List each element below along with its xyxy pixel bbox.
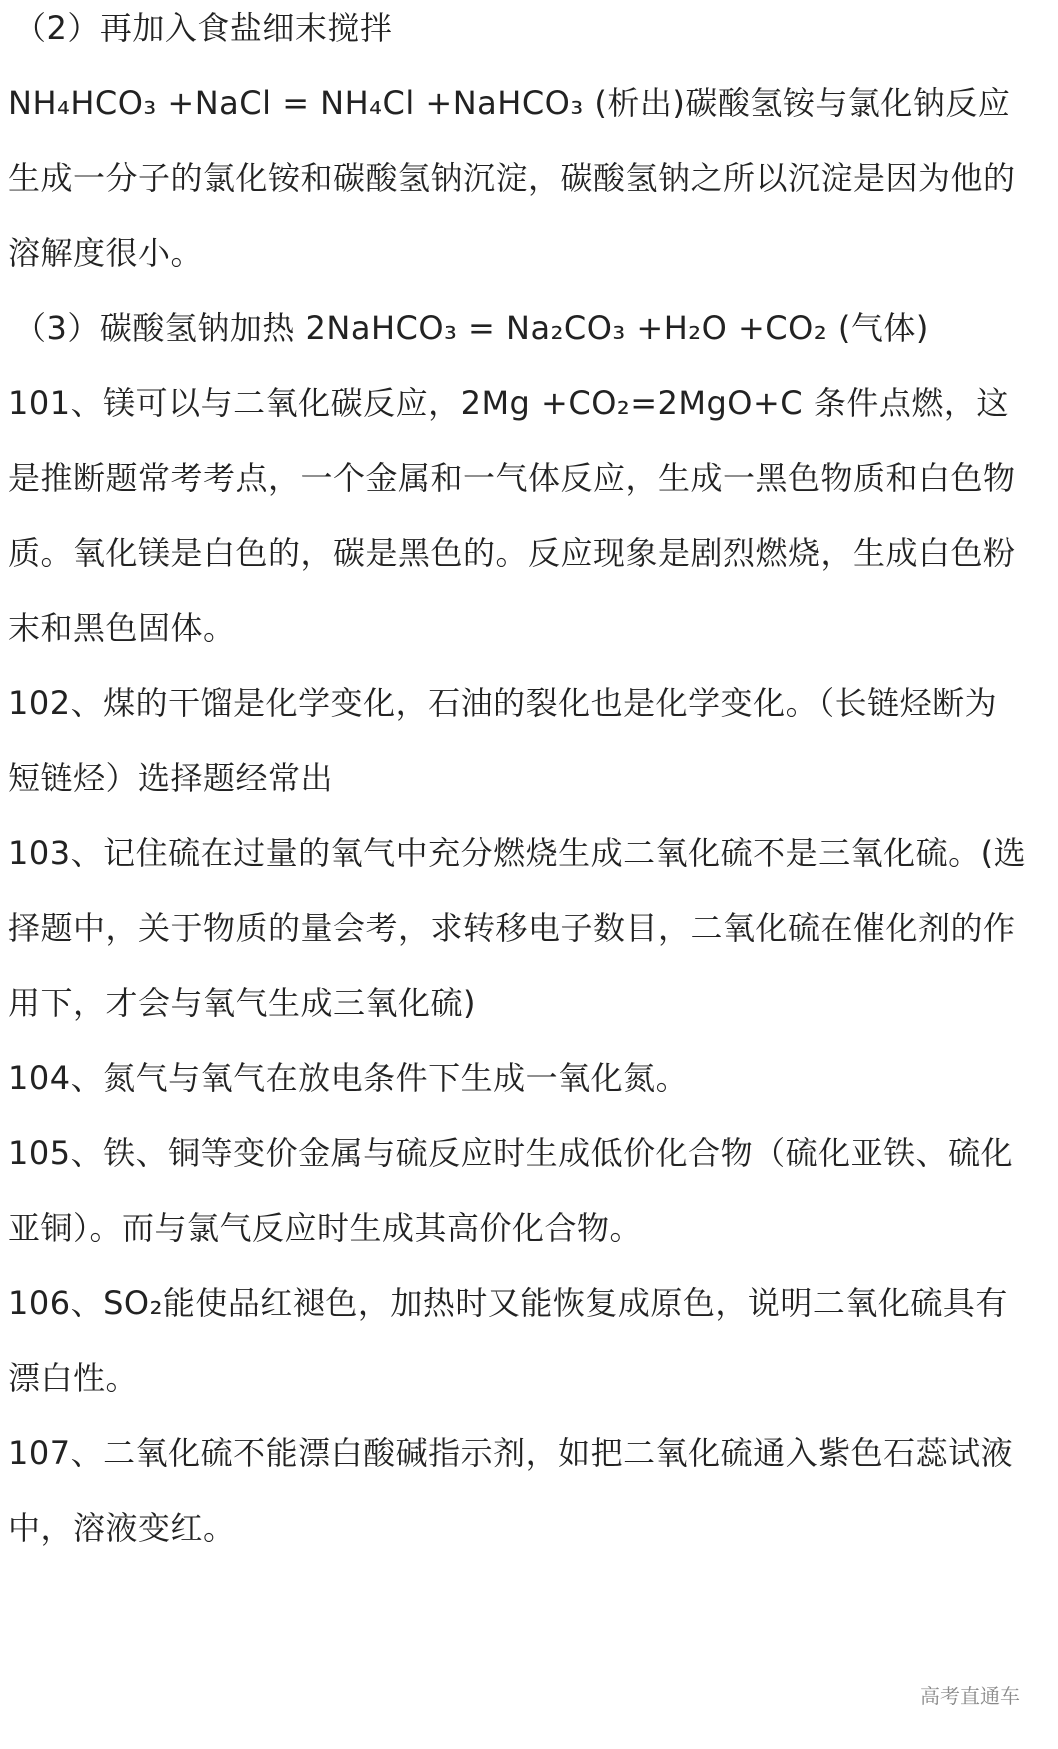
text-line-5: （3）碳酸氢钠加热 2NaHCO₃ = Na₂CO₃ +H₂O +CO₂ (气体) bbox=[14, 309, 929, 347]
text-line-10: 102、煤的干馏是化学变化，石油的裂化也是化学变化。（长链烃断为 bbox=[8, 684, 998, 722]
text-line-21: 中，溶液变红。 bbox=[8, 1509, 236, 1547]
text-line-15: 104、氮气与氧气在放电条件下生成一氧化氮。 bbox=[8, 1059, 689, 1097]
text-line-14: 用下，才会与氧气生成三氧化硫) bbox=[8, 984, 476, 1022]
text-line-16: 105、铁、铜等变价金属与硫反应时生成低价化合物（硫化亚铁、硫化 bbox=[8, 1134, 1014, 1172]
text-line-17: 亚铜）。而与氯气反应时生成其高价化合物。 bbox=[8, 1209, 643, 1247]
text-line-19: 漂白性。 bbox=[8, 1359, 139, 1397]
text-line-4: 溶解度很小。 bbox=[8, 234, 204, 272]
text-line-6: 101、镁可以与二氧化碳反应，2Mg +CO₂=2MgO+C 条件点燃，这 bbox=[8, 384, 1009, 422]
text-line-3: 生成一分子的氯化铵和碳酸氢钠沉淀，碳酸氢钠之所以沉淀是因为他的 bbox=[8, 159, 1016, 197]
text-line-8: 质。氧化镁是白色的，碳是黑色的。反应现象是剧烈燃烧，生成白色粉 bbox=[8, 534, 1016, 572]
text-line-1: （2）再加入食盐细末搅拌 bbox=[14, 9, 393, 47]
text-line-20: 107、二氧化硫不能漂白酸碱指示剂，如把二氧化硫通入紫色石蕊试液 bbox=[8, 1434, 1014, 1472]
text-line-9: 末和黑色固体。 bbox=[8, 609, 236, 647]
text-line-12: 103、记住硫在过量的氧气中充分燃烧生成二氧化硫不是三氧化硫。(选 bbox=[8, 834, 1027, 872]
text-line-11: 短链烃）选择题经常出 bbox=[8, 759, 334, 797]
text-line-2: NH₄HCO₃ +NaCl = NH₄Cl +NaHCO₃ (析出)碳酸氢铵与氯化钠反应 bbox=[8, 84, 1011, 122]
text-line-13: 择题中，关于物质的量会考，求转移电子数目，二氧化硫在催化剂的作 bbox=[8, 909, 1016, 947]
watermark-label: 高考直通车 bbox=[920, 1684, 1020, 1708]
text-line-7: 是推断题常考考点，一个金属和一气体反应，生成一黑色物质和白色物 bbox=[8, 459, 1016, 497]
text-line-18: 106、SO₂能使品红褪色，加热时又能恢复成原色，说明二氧化硫具有 bbox=[8, 1284, 1008, 1322]
